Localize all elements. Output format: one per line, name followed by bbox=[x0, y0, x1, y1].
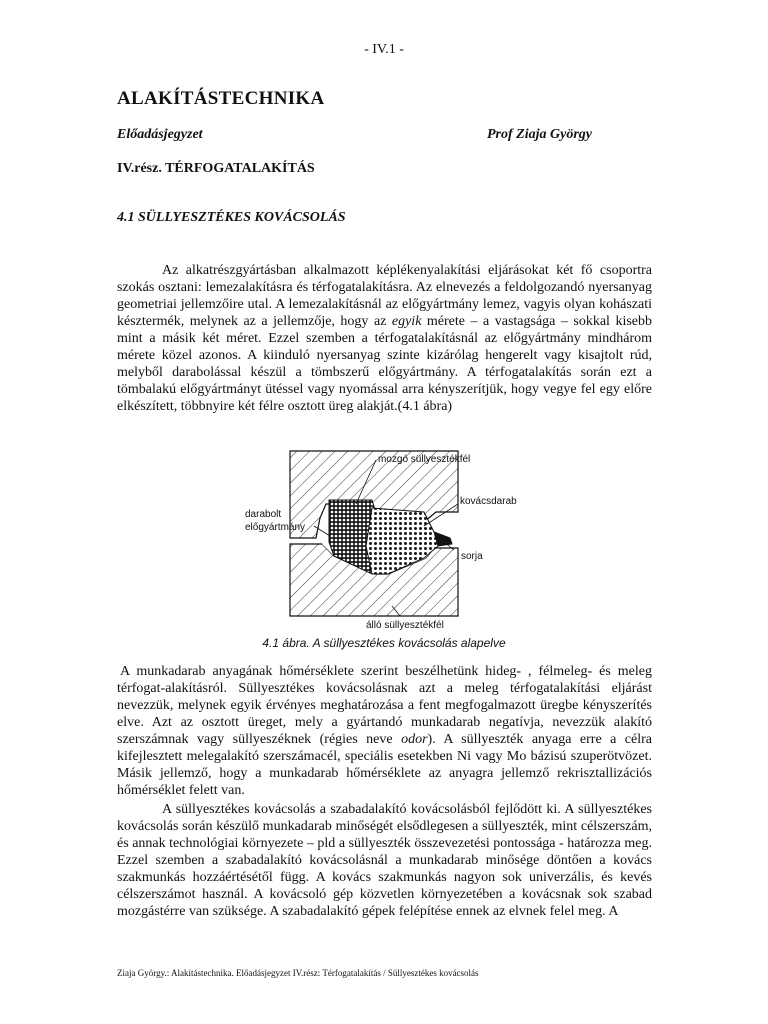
preform-label-line-2: előgyártmány bbox=[245, 522, 306, 533]
section-title: 4.1 SÜLLYESZTÉKES KOVÁCSOLÁS bbox=[117, 210, 346, 225]
paragraph-text: Az alkatrészgyártásban alkalmazott képlékenyalakítási eljárásokat két fő csoportra szokás osztani: lemezalakításra és térfogatalakításra. Az elnevezés a feldolgozandó nyersanyag geometriai jellemzőire utal. A lemezalakításnál az előgyártmány lemez, vagyis olyan kohászati késztermék, melynek az a jellemzője, hogy az bbox=[117, 263, 652, 329]
figure-caption: 4.1 ábra. A süllyesztékes kovácsolás alapelve bbox=[262, 636, 506, 650]
forging-diagram bbox=[238, 446, 538, 634]
page-number: - IV.1 - bbox=[364, 42, 404, 57]
paragraph-text: A munkadarab anyagának hőmérséklete szerint beszélhetünk hideg- , félmeleg- és meleg térfogat-alakításról. Süllyesztékes kovácsolásnak azt a meleg térfogatalakítási eljárást nevezzük, melynek egyik érvényes meghatározása a fent megfogalmazott üregbe kényszerítés elve. Azt az osztott üreget, mely a gyártandó munkadarab negatívja, nevezzük alakító szerszámnak vagy süllyeszéknek (régies neve bbox=[117, 664, 652, 747]
document-title: ALAKÍTÁSTECHNIKA bbox=[117, 88, 325, 109]
paragraph-temperature bbox=[117, 663, 652, 799]
paragraph-text: mérete – a vastagsága – sokkal kisebb mint a másik két méret. Ezzel szemben a térfogatalakításnál az előgyártmány mindhárom mérete közel azonos. A kiinduló nyersanyag szinte kizárólag hengerelt vagy kisajtolt rúd, melyből darabolással készül a tömbszerű előgyártmány. A térfogatalakítás során ezt a tömbalakú előgyártmányt ütéssel vagy nyomással arra kényszerítjük, hogy vegye fel egy előre elkészített, többnyire két félre osztott üreg alakját.(4.1 ábra) bbox=[117, 314, 652, 414]
lower-die-label: álló süllyesztékfél bbox=[366, 620, 444, 631]
paragraph-origin: A süllyesztékes kovácsolás a szabadalakító kovácsolásból fejlődött ki. A süllyesztékes kovácsolás során készülő munkadarab minőségét elsődlegesen a süllyeszték, mint célszerszám, és annak technológiai környezete – pld a süllyeszték összevezetési pontossága - határozza meg. Ezzel szemben a szabadalakító kovácsolásnál a munkadarab minősége döntően a kovács szakmunkás hozzáértésétől függ. A kovács szakmunkás nagyon sok univerzális, és kevés célszerszámot használ. A kovácsoló gép közvetlen környezetében a kovácsnak sok szabad mozgástérre van szüksége. A szabadalakító gépek felépítése ennek az elvnek felel meg. A bbox=[117, 802, 652, 919]
flash-label: sorja bbox=[461, 551, 483, 562]
upper-die-label: mozgó süllyesztékfél bbox=[378, 454, 471, 465]
page-footer: Ziaja György.: Alakítástechnika. Előadásjegyzet IV.rész: Térfogatalakítás / Süllyesztékes kovácsolás bbox=[117, 968, 479, 978]
document-author: Prof Ziaja György bbox=[487, 127, 592, 142]
part-title: IV.rész. TÉRFOGATALAKÍTÁS bbox=[117, 161, 315, 176]
document-subtitle: Előadásjegyzet bbox=[117, 127, 203, 142]
preform-label-line-1: darabolt bbox=[245, 509, 282, 520]
emphasis-text: egyik bbox=[391, 314, 422, 329]
paragraph-text: ). A süllyeszték anyaga erre a célra kifejlesztett melegalakító szerszámacél, speciális esetekben Ni vagy Mo bázisú szuperötvözet. Másik jellemző, hogy a munkadarab hőmérséklete az anyagra jellemző rekrisztallizációs hőmérséklet felett van. bbox=[117, 732, 652, 798]
forging-label: kovácsdarab bbox=[460, 496, 517, 507]
paragraph-intro bbox=[117, 262, 652, 415]
emphasis-text: odor bbox=[401, 732, 428, 747]
